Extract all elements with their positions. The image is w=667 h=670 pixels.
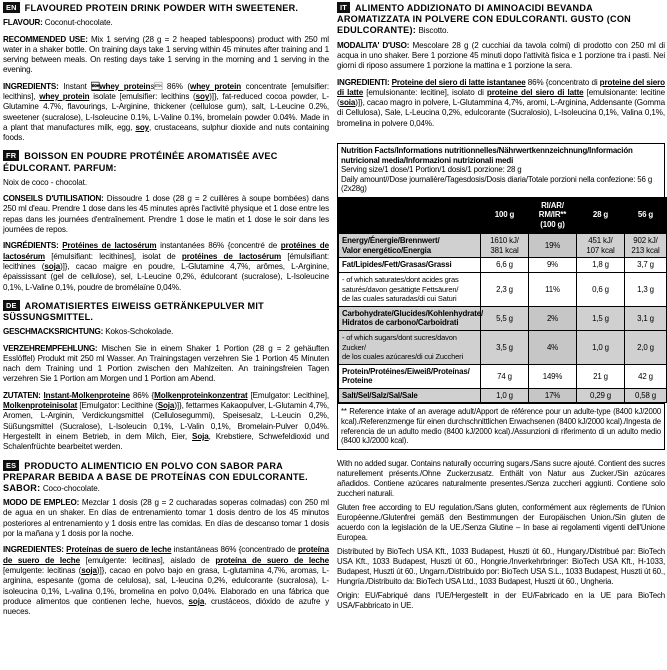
flavour-line-en [3,18,329,28]
energy-100g-kj: 1610 kJ/ [490,236,519,246]
carbohydrate-56g: 3,1 g [625,306,667,330]
header-cell-56g: 56 g [625,197,667,233]
ingredients-text-fr: Protéines de lactosérum instantanées 86% {concentré de protéines de lactosérum [émulsifiant: lecithines], isolat de protéines de lactosérum [émulsifiant: lecithines (soja)]}, cacao maigre en poudre, L-Glutamine 4,7%, arômes, L-Arginine, épaississant (gel de cellulose), sel, L-Leucine 0,2%, édulcorant (sucralose), L-Isoleucine 0,1%, L-Valine 0,1%, poudre de bromélaïne 0,04%. [3,241,329,292]
salt-100g: 1,0 g [481,388,529,403]
saturates-ri: 11% [529,272,577,306]
fat-100g: 6,6 g [481,258,529,273]
language-badge-fr: FR [3,150,19,161]
carbohydrate-ri: 2% [529,306,577,330]
header-cell-blank [339,197,481,233]
usage-paragraph-es [3,498,329,539]
row-label-energy [339,234,481,258]
protein-56g: 42 g [625,364,667,388]
usage-label-de: VERZEHREMPFEHLUNG: [3,343,98,353]
language-header-en [3,2,329,14]
usage-label-en: RECOMMENDED USE: [3,34,88,44]
row-label-saturates-l1: - of which saturates/dont acides gras [342,274,459,284]
row-label-protein-l1: Protein/Protéines/Eiweiß/Proteínas/ [342,366,470,376]
language-header-it [337,2,665,37]
usage-paragraph-en [3,35,329,76]
ingredients-label-es: INGREDIENTES: [3,545,64,555]
flavour-line-fr [3,178,329,188]
nutrition-table-heading [338,144,664,197]
no-added-sugar-statement: With no added sugar. Contains naturally occurring sugars./Sans sucre ajouté. Contient des sucres naturellement présents./Ohne Zuckerzusatz. Enthält von Natur aus Zucker./Sin azúcares añadidos. Contiene azúcares naturalmente presentes./Senza zuccheri aggiunti. Contiene solo zuccheri naturali. [337,458,665,498]
table-row-salt [339,388,667,403]
energy-28g [577,234,625,258]
energy-ri: 19% [529,234,577,258]
language-header-de [3,300,329,323]
header-ri-line3: (100 g) [540,219,565,229]
ingredients-text-es: Proteínas de suero de leche instantáneas 86% {concentrado de proteína de suero de leche [emulgente: lecitinas], aislado de proteína de suero de leche [emulgente: lecitinas (soja)]}, cacao en polvo bajo en grasa, L-glutamina 4,7%, aromas, L-arginina, espesante (goma de celulosa), sal, L-leucina 0,2%, edulcorante (sucralosa), L-isoleucina 0,1%, L-valina 0,1%, bromelina en polvo 0,04%. Elaborado en una fábrica que produce alimentos que contienen leche, huevos, soja, crustáceos, dióxido de azufre y nueces. [3,545,330,617]
usage-label-es: MODO DE EMPLEO: [3,498,80,508]
header-ri-line1: RI/AR/ [541,200,564,210]
row-label-carbohydrate-l2: Hidratos de carbono/Carboidrati [342,318,459,328]
gluten-free-statement: Gluten free according to EU regulation./Sans gluten, conformément aux règlements de l'Union Européenne./Glutenfrei gemäß den Bestimmungen der Europäischen Union./Sin gluten de acuerdo con la legislación de la UE./Senza Glutine – In base ai regolamenti vigenti dell'Unione Europea. [337,502,665,542]
usage-paragraph-de [3,344,329,385]
header-ri-line2: RM/IR** [538,210,567,220]
legal-tail-text [337,459,665,611]
saturates-28g: 0,6 g [577,272,625,306]
ingredients-paragraph-de [3,391,329,453]
language-section-it [337,2,665,129]
usage-paragraph-fr [3,194,329,235]
language-header-es [3,460,329,495]
table-row-sugars [339,330,667,364]
language-badge-it: IT [337,2,350,13]
flavour-line-de [3,327,329,337]
distributor-statement: Distributed by BioTech USA Kft., 1033 Budapest, Huszti út 60., Hungary./Distribué par: BioTech USA Kft., 1033 Budapest, Huszti út 60., Hongrie./Inverkehrbringer: BioTech USA Kft., H-1033, Budapest, Huszti út 60., Ungarn./Distribuido por: BioTech USA S.L., 1033 Budapest, Huszti út 60., Hungría./Distribuito da: BioTech USA Ltd., 1033 Budapest, Huszti út 60., Ungheria. [337,546,665,586]
flavour-value-en: Coconut-chocolate. [44,18,113,28]
header-cell-100g: 100 g [481,197,529,233]
salt-28g: 0,29 g [577,388,625,403]
nutrition-heading-title: Nutrition Facts/Informations nutritionnelles/Nährwertkennzeichnung/Información nutricional media/Informazioni nutrizionali medi [341,145,633,165]
row-label-saturates-l3: de las cuales saturadas/di cui Saturi [342,294,457,304]
usage-text-it: Mescolare 28 g (2 cucchiai da tavola colmi) di prodotto con 250 ml di acqua in uno shaker. Bere 1 porzione 45 minuti dopo l'attività fisica e 1 porzione tra i pasti. Nei giorni di riposo assumere 1 porzione la mattina e 1 porzione la sera. [337,40,665,71]
row-label-protein-l2: Proteine [342,376,373,386]
carbohydrate-28g: 1,5 g [577,306,625,330]
ingredients-label-de: ZUTATEN: [3,390,41,400]
energy-56g-kcal: 213 kcal [631,245,660,255]
product-title-es: PRODUCTO ALIMENTICIO EN POLVO CON SABOR PARA PREPARAR BEBIDA A BASE DE PROTEÍNAS CON EDULCORANTE. SABOR: [3,460,308,493]
ingredients-paragraph-it [337,78,665,129]
flavour-value-es: Coco-chocolate. [42,483,100,493]
ingredients-text-de: Instant-Molkenproteine 86% {Molkenproteinkonzentrat [Emulgator: Lecithine], Molkenproteinisolat [Emulgator: Lecithine (Soja)]}, fettarmes Kakaopulver, L-Glutamin 4,7%, Aromen, L-Arginin, Verdickungsmittel (Cellulosegummi), Speisesalz, L-Leucin 0,2%, Süßungsmittel (Sucralose), L-Isoleucin 0,1%, L-Valin 0,1%, Bromelain-Pulver 0,04%. Hergestellt in einem Betrieb, in dem Milch, Eier, Soja, Krebstiere, Schwefeldioxid und Schalenfrüchte bearbeitet werden. [3,390,329,452]
usage-label-fr: CONSEILS D'UTILISATION: [3,194,104,204]
language-section-fr [3,150,329,292]
language-section-de [3,300,329,453]
row-label-carbohydrate [339,306,484,330]
table-row-energy [339,234,667,258]
row-label-fat: Fat/Lipides/Fett/Grasas/Grassi [339,258,481,273]
row-label-protein [339,364,481,388]
product-title-fr: BOISSON EN POUDRE PROTÉINÉE AROMATISÉE AVEC ÉDULCORANT. PARFUM: [3,151,278,173]
usage-text-fr: Dissoudre 1 dose (28 g = 2 cuillères à soupe bombées) dans 250 ml d'eau. Prendre 1 dose dans les 45 minutes après l'activité physique et 1 dose entre les repas dans les journées d'entraînement. Prendre 1 dose le matin et 1 dose le soir dans les journées de repos. [3,194,329,235]
language-section-es [3,460,329,618]
ingredients-text-it: Proteine del siero di latte istantanee 86% {concentrato di proteine del siero di latte [emulsionante: lecitine], isolato di proteine del siero di latte [emulsionante: lecitine (soia)]}, cacao magro in polvere, L-Glutammina 4,7%, aromi, L-Arginina, Addensante (Gomma di Cellulosa), Sale, L-Leucina 0,2%, edulcorante (Sucralosio), L-Isoleucina 0,1%, Valina 0,1%, bromelina in polvere 0,04%. [337,77,666,128]
row-label-sugars-l1: - of which sugars/dont sucres/davon Zucker/ [342,332,457,352]
ingredients-label-fr: INGRÉDIENTS: [3,241,59,251]
row-label-saturates-l2: saturés/davon gesättigte Fettsäuren/ [342,284,459,294]
table-row-saturates [339,272,667,306]
row-label-energy-l2: Valor energético/Energia [342,245,431,255]
row-label-salt: Salt/Sel/Salz/Sal/Sale [339,388,481,403]
nutrition-footnote: ** Reference intake of an average adult/Apport de référence pour un adulte-type (8400 kJ/2000 kcal)./Referenzmenge für einen durchschnittlichen Erwachsenen (8400 kJ/2000 kcal)./Ingesta de referencia de un adulto medio (8400 kJ/2000 kcal)./Assunzioni di riferimento di un adulto medio (8400 kJ/2000 kcal). [338,403,664,448]
nutrition-daily-amount: Daily amount//Dose journalière/Tagesdosis/Dosis diaria/Totale porzioni nella confezione: 56 g (2x28g) [341,174,653,194]
table-row-protein [339,364,667,388]
ingredients-paragraph-en [3,82,329,144]
usage-text-de: Mischen Sie in einem Shaker 1 Portion (28 g = 2 gehäuften Esslöffel) Produkt mit 250 ml Wasser. An Trainingstagen verzehren Sie 1 Portion 45 Minuten nach dem Training und 1 Portion zwischen den Mahlzeiten. An trainingsfreien Tagen verzehren Sie 1 Portion am Morgen und 1 Portion am Abend. [3,343,329,384]
flavour-value-fr: Noix de coco - chocolat. [3,177,87,187]
table-row-fat [339,258,667,273]
nutrition-serving-size: Serving size/1 dose/1 Portion/1 dosis/1 porzione: 28 g [341,165,522,175]
energy-28g-kj: 451 kJ/ [588,236,613,246]
row-label-sugars [339,330,481,364]
sugars-ri: 4% [529,330,577,364]
product-title-en: FLAVOURED PROTEIN DRINK POWDER WITH SWEETENER. [24,3,299,13]
energy-56g [625,234,667,258]
row-label-energy-l1: Energy/Énergie/Brennwert/ [342,236,440,246]
saturates-100g: 2,3 g [481,272,529,306]
language-header-fr [3,150,329,173]
usage-text-en: Mix 1 serving (28 g = 2 heaped tablespoons) product with 250 ml water in a shaker bottle. On training days take 1 serving within 45 minutes after training and 1 serving between meals. On resting days take 1 serving in the morning and 1 serving in the evening. [3,34,329,75]
flavour-value-it: Biscotto. [418,26,449,36]
language-badge-es: ES [3,460,19,471]
saturates-56g: 1,3 g [625,272,667,306]
ingredients-label-en: INGREDIENTS: [3,81,59,91]
header-cell-ri [529,197,577,233]
product-title-de: AROMATISIERTES EIWEISS GETRÄNKEPULVER MIT SÜSSUNGSMITTEL. [3,300,264,323]
nutrition-values-table [338,197,667,404]
sugars-56g: 2,0 g [625,330,667,364]
carbohydrate-100g: 5,5 g [481,306,529,330]
fat-56g: 3,7 g [625,258,667,273]
salt-56g: 0,58 g [625,388,667,403]
product-title-it: ALIMENTO ADDIZIONATO DI AMINOACIDI BEVANDA AROMATIZZATA IN POLVERE CON EDULCORANTI. GUSTO (CON EDULCORANTE): [337,3,631,36]
language-section-en [3,2,329,143]
usage-label-it: MODALITA' D'USO: [337,40,410,50]
protein-28g: 21 g [577,364,625,388]
ingredients-paragraph-fr [3,241,329,292]
usage-text-es: Mezclar 1 dosis (28 g = 2 cucharadas soperas colmadas) con 250 ml de agua en un shaker. En días de entrenamiento tomar 1 dosis dentro de los 45 minutos posteriores al entrenamiento y 1 dosis entre las comidas. En días de descanso tomar 1 dosis por la mañana y 1 dosis por la noche. [3,498,329,539]
protein-100g: 74 g [481,364,529,388]
ingredients-paragraph-es [3,545,329,617]
energy-100g [481,234,529,258]
table-row-carbohydrate [339,306,667,330]
salt-ri: 17% [529,388,577,403]
row-label-carbohydrate-l1: Carbohydrate/Glucides/Kohlenhydrate/ [342,308,484,318]
table-header-row [339,197,667,233]
flavour-value-de: Kokos-Schokolade. [105,327,174,337]
language-badge-de: DE [3,300,20,311]
sugars-28g: 1,0 g [577,330,625,364]
fat-ri: 9% [529,258,577,273]
header-cell-28g: 28 g [577,197,625,233]
fat-28g: 1,8 g [577,258,625,273]
protein-ri: 149% [529,364,577,388]
row-label-saturates [339,272,481,306]
row-label-sugars-l2: de los cuales azúcares/di cui Zuccheri [342,352,464,362]
energy-28g-kcal: 107 kcal [586,245,615,255]
language-badge-en: EN [3,2,20,13]
nutrition-facts-table [337,143,665,450]
sugars-100g: 3,5 g [481,330,529,364]
energy-56g-kj: 902 kJ/ [633,236,658,246]
flavour-label-en: FLAVOUR: [3,18,43,28]
left-language-column [0,0,333,617]
right-column [333,0,667,611]
usage-paragraph-it [337,41,665,72]
origin-statement: Origin: EU/Fabriqué dans l'UE/Hergestellt in der EU/Fabricado en la UE para BioTech USA/Fabbricato in UE. [337,590,665,610]
energy-100g-kcal: 381 kcal [490,245,519,255]
ingredients-text-en: Instant whey proteins 86% (whey protein concentrate [emulsifier: lecithins], whey protein isolate [emulsifier: lecithins (soy)]}, fat-reduced cocoa powder, L-Glutamine 4.7%, flavourings, L-Arginine, thickener (cellulose gum), salt, L-Leucine 0.2%, sweetener (sucralose), L-Isoleucine 0.1%, L-Valine 0.1%, bromelain powder 0.04%. Made in a plant that manufactures milk, egg, soy, crustaceans, sulphur dioxide and nuts containing foods. [3,81,330,143]
ingredients-label-it: INGREDIENTI: [337,77,390,87]
flavour-label-de: GESCHMACKSRICHTUNG: [3,327,104,337]
